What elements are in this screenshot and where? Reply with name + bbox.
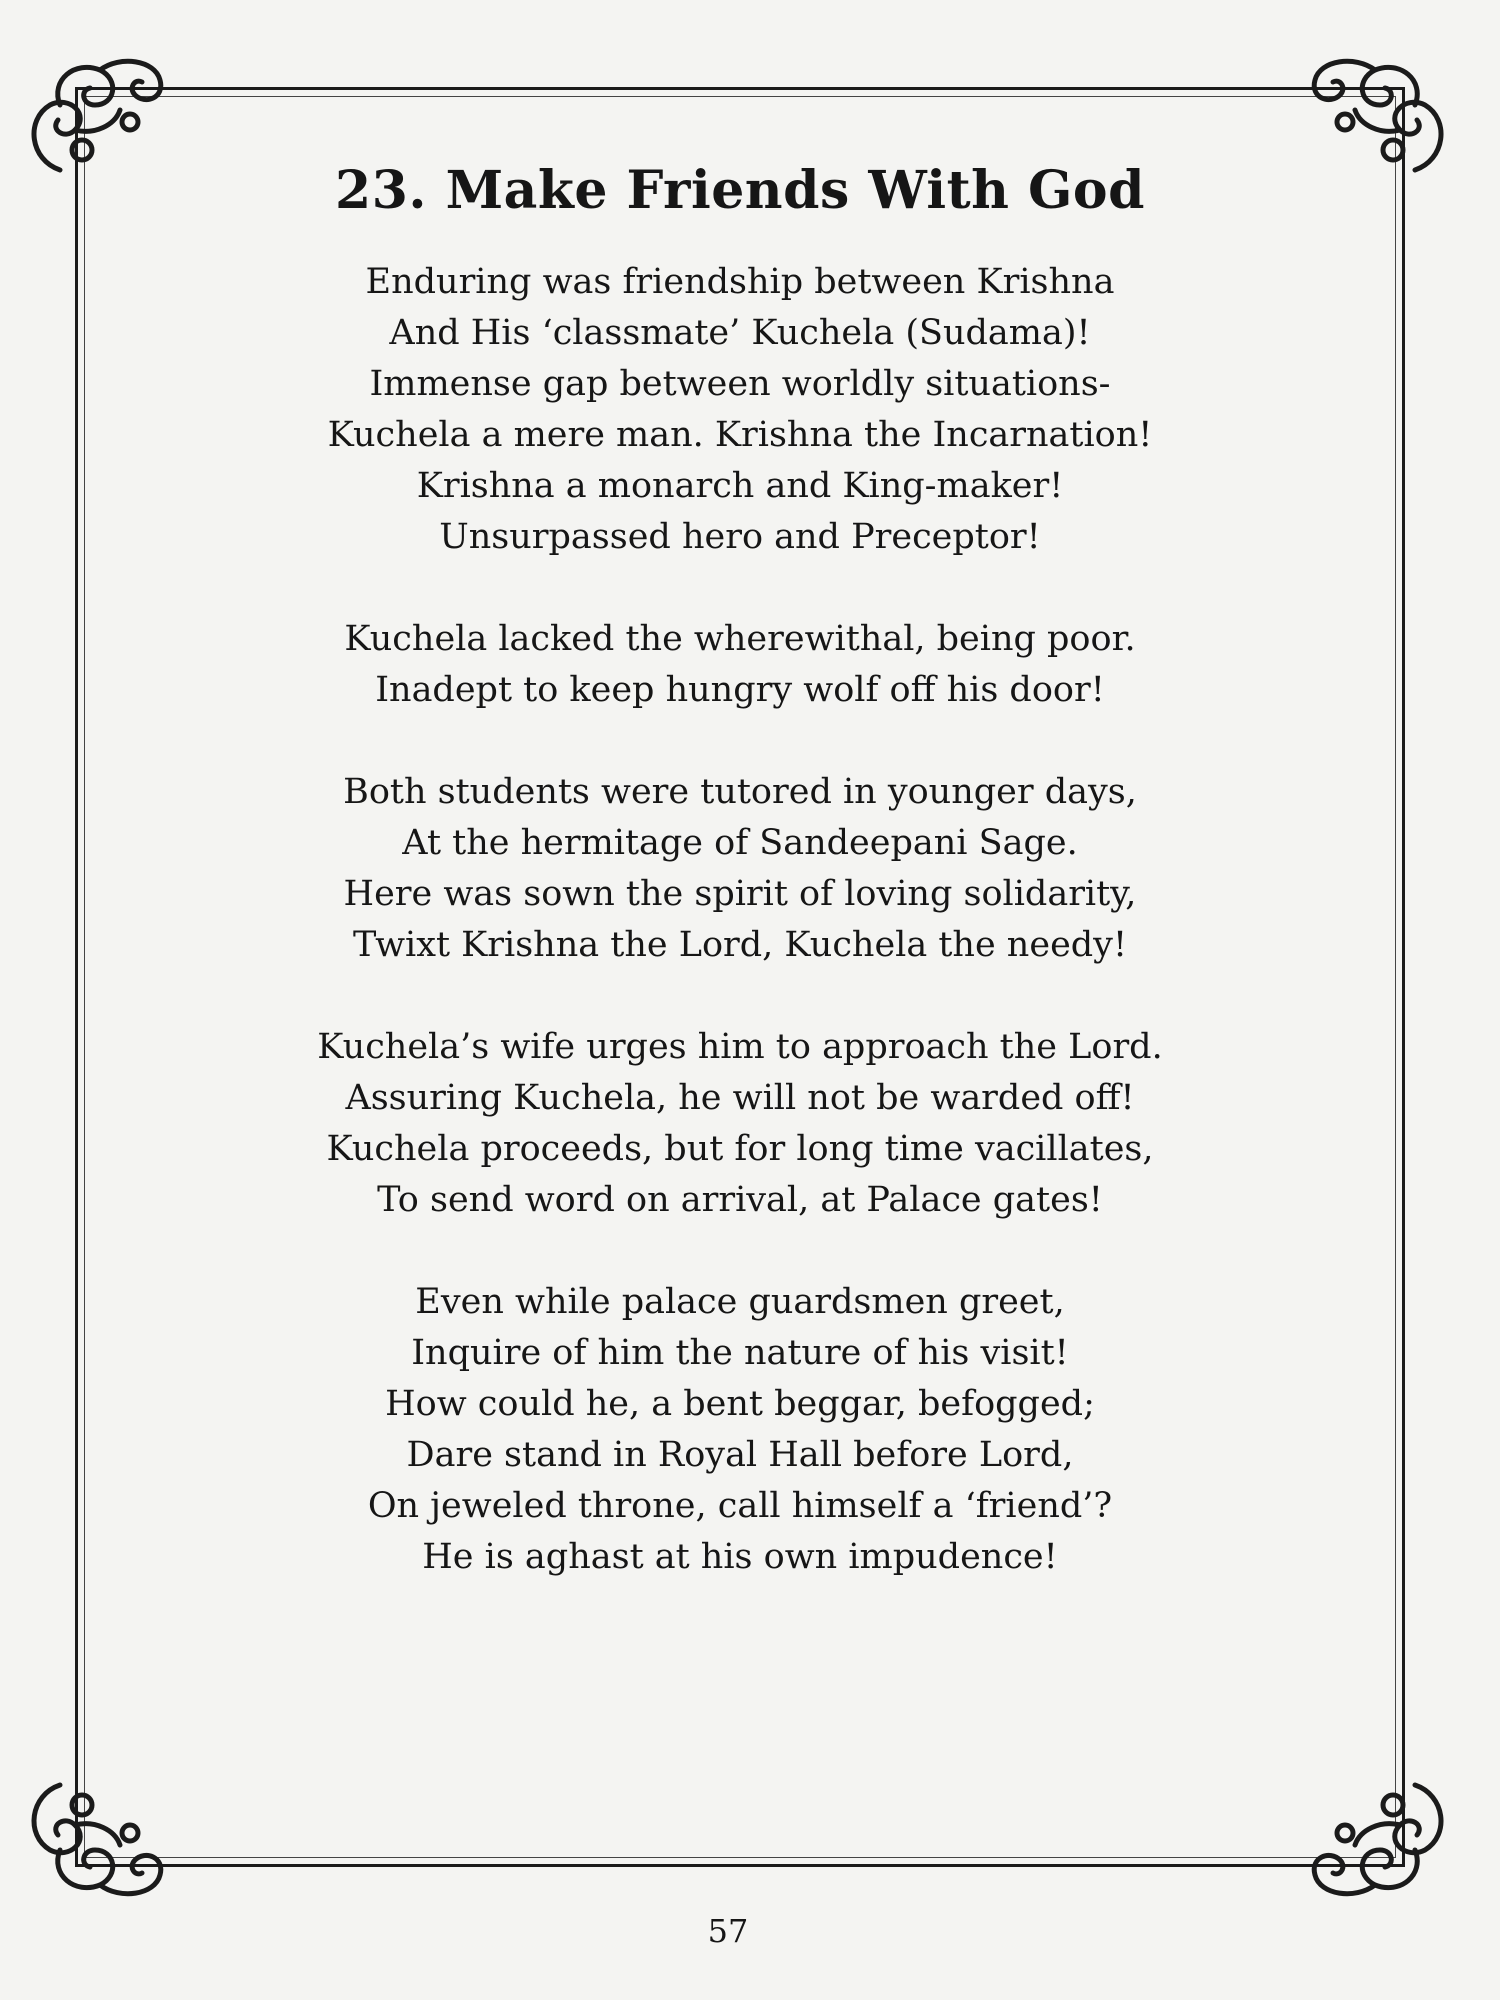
poem-line: He is aghast at his own impudence! [422, 1537, 1058, 1577]
corner-ornament-icon [1305, 1775, 1455, 1905]
stanza-3 [100, 767, 1380, 971]
poem-line: Here was sown the spirit of loving solidarity, [343, 874, 1137, 914]
poem-line: To send word on arrival, at Palace gates! [377, 1180, 1103, 1220]
poem-line: Assuring Kuchela, he will not be warded off! [345, 1078, 1135, 1118]
stanza-4 [100, 1022, 1380, 1226]
poem-line: And His ‘classmate’ Kuchela (Sudama)! [389, 313, 1091, 353]
poem-line: Kuchela’s wife urges him to approach the Lord. [317, 1027, 1163, 1067]
poem-line: Krishna a monarch and King-maker! [416, 466, 1064, 506]
stanza-5 [100, 1277, 1380, 1583]
page-number: 57 [707, 1912, 749, 1950]
poem [100, 160, 1380, 1634]
poem-line: Both students were tutored in younger days, [343, 772, 1137, 812]
poem-line: Kuchela lacked the wherewithal, being poor. [344, 619, 1136, 659]
poem-line: Twixt Krishna the Lord, Kuchela the needy! [352, 925, 1128, 965]
poem-line: Inquire of him the nature of his visit! [411, 1333, 1069, 1373]
corner-ornament-icon [20, 1775, 170, 1905]
poem-line: On jeweled throne, call himself a ‘friend’? [367, 1486, 1113, 1526]
stanza-1 [100, 257, 1380, 563]
poem-line: Dare stand in Royal Hall before Lord, [406, 1435, 1074, 1475]
poem-line: Kuchela proceeds, but for long time vacillates, [326, 1129, 1154, 1169]
poem-line: How could he, a bent beggar, befogged; [385, 1384, 1095, 1424]
poem-line: At the hermitage of Sandeepani Sage. [402, 823, 1078, 863]
page-title: 23. Make Friends With God [335, 160, 1145, 221]
poem-line: Immense gap between worldly situations- [369, 364, 1111, 404]
poem-line: Even while palace guardsmen greet, [415, 1282, 1065, 1322]
poem-line: Kuchela a mere man. Krishna the Incarnation! [327, 415, 1153, 455]
poem-line: Inadept to keep hungry wolf off his door! [375, 670, 1105, 710]
poem-line: Unsurpassed hero and Preceptor! [439, 517, 1041, 557]
stanza-2 [100, 614, 1380, 716]
poem-line: Enduring was friendship between Krishna [365, 262, 1115, 302]
